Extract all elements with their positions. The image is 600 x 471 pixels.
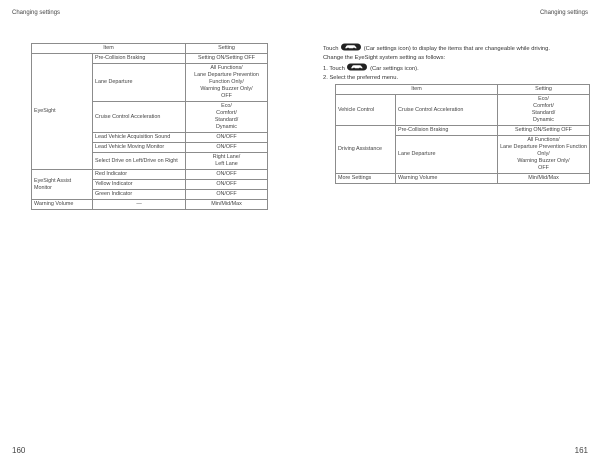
intro-step1: 1. Touch	[323, 65, 345, 72]
row-item: Lead Vehicle Acquisition Sound	[93, 133, 186, 143]
intro-step1-rest: (Car settings icon).	[370, 65, 419, 72]
row-setting: Eco/ Comfort/ Standard/ Dynamic	[186, 102, 268, 133]
page-number-left: 160	[12, 446, 26, 455]
header-item: Item	[336, 85, 498, 95]
row-item: Red Indicator	[93, 170, 186, 180]
header-left: Changing settings	[12, 10, 61, 16]
car-settings-table	[335, 84, 590, 184]
row-setting: All Functions/ Lane Departure Prevention Function Only/ Warning Buzzer Only/ OFF	[186, 64, 268, 102]
car-settings-icon	[347, 63, 367, 74]
row-item: Lead Vehicle Moving Monitor	[93, 143, 186, 153]
table-header-row	[32, 44, 268, 54]
row-item: Pre-Collision Braking	[396, 126, 498, 136]
table-header-row	[336, 85, 590, 95]
row-item: Green Indicator	[93, 190, 186, 200]
intro-line-3	[323, 63, 593, 74]
intro-line-4: 2. Select the preferred menu.	[323, 74, 399, 81]
table-row	[32, 54, 268, 64]
warning-volume-setting: Min/Mid/Max	[186, 200, 268, 210]
row-setting: Eco/ Comfort/ Standard/ Dynamic	[498, 95, 590, 126]
intro-touch: Touch	[323, 46, 339, 53]
row-item: Cruise Control Acceleration	[396, 95, 498, 126]
header-setting: Setting	[498, 85, 590, 95]
row-setting: All Functions/ Lane Departure Prevention Function Only/ Warning Buzzer Only/ OFF	[498, 136, 590, 174]
header-setting: Setting	[186, 44, 268, 54]
table-row	[336, 174, 590, 184]
row-setting: ON/OFF	[186, 170, 268, 180]
vehicle-control-label: Vehicle Control	[336, 95, 396, 126]
more-settings-label: More Settings	[336, 174, 396, 184]
row-item: Pre-Collision Braking	[93, 54, 186, 64]
page-number-right: 161	[574, 446, 588, 455]
header-item: Item	[32, 44, 186, 54]
intro-rest-1: (Car settings icon) to display the items that are changeable while driving.	[363, 46, 550, 53]
table-row	[32, 170, 268, 180]
intro-text	[323, 43, 593, 82]
table-row	[32, 200, 268, 210]
row-setting: ON/OFF	[186, 143, 268, 153]
header-right: Changing settings	[539, 10, 588, 16]
table-row	[336, 126, 590, 136]
warning-volume-label: Warning Volume	[32, 200, 93, 210]
row-item: Lane Departure	[93, 64, 186, 102]
row-item: Lane Departure	[396, 136, 498, 174]
assist-group-label: EyeSight Assist Monitor	[32, 170, 93, 200]
row-setting: Right Lane/ Left Lane	[186, 153, 268, 170]
row-setting: ON/OFF	[186, 133, 268, 143]
eyesight-group-label: EyeSight	[32, 54, 93, 170]
intro-line-1	[323, 43, 593, 54]
warning-volume-dash: —	[93, 200, 186, 210]
eyesight-settings-table	[31, 43, 268, 210]
row-item: Cruise Control Acceleration	[93, 102, 186, 133]
row-item: Yellow Indicator	[93, 180, 186, 190]
driving-assistance-label: Driving Assistance	[336, 126, 396, 174]
row-item: Select Drive on Left/Drive on Right	[93, 153, 186, 170]
row-setting: Setting ON/Setting OFF	[498, 126, 590, 136]
row-setting: Min/Mid/Max	[498, 174, 590, 184]
row-setting: ON/OFF	[186, 180, 268, 190]
row-setting: Setting ON/Setting OFF	[186, 54, 268, 64]
intro-line-2: Change the EyeSight system setting as follows:	[323, 55, 446, 62]
row-setting: ON/OFF	[186, 190, 268, 200]
row-item: Warning Volume	[396, 174, 498, 184]
car-settings-icon	[341, 43, 361, 54]
table-row	[336, 95, 590, 126]
